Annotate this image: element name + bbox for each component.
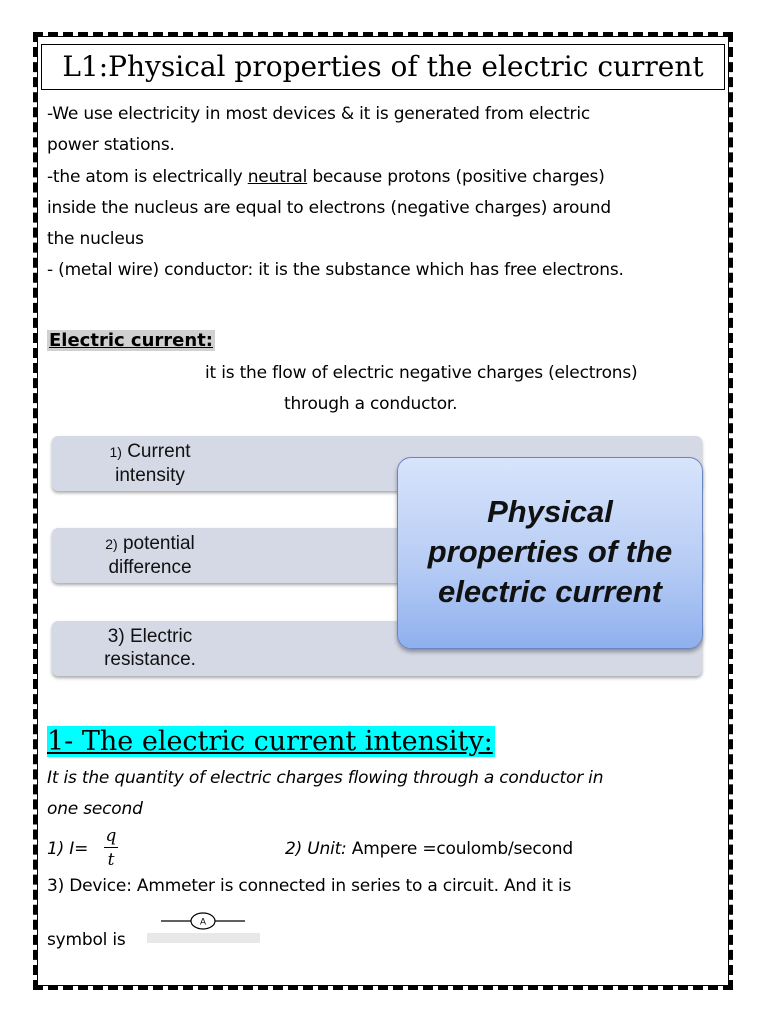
ammeter-shadow <box>147 933 260 943</box>
property-num-3: 3) <box>107 626 125 647</box>
intro-line-3-a: -the atom is electrically <box>47 167 248 187</box>
intro-line-3 <box>47 167 605 187</box>
property-text-2b: difference <box>108 557 192 578</box>
property-text-3a: Electric <box>129 626 193 647</box>
device-line: 3) Device: Ammeter is connected in series to a circuit. And it is <box>47 876 572 896</box>
intro-line-3-b: because protons (positive charges) <box>307 167 605 187</box>
electric-current-heading: Electric current: <box>49 330 213 351</box>
intro-line-4: inside the nucleus are equal to electrons (negative charges) around <box>47 198 611 218</box>
electric-current-definition-1: it is the flow of electric negative charges (electrons) <box>205 363 638 383</box>
center-line-2: properties of the <box>427 534 673 569</box>
fraction-bar <box>104 847 118 848</box>
formula-numerator: q <box>105 826 117 846</box>
electric-current-definition-2: through a conductor. <box>284 394 458 414</box>
intro-line-2: power stations. <box>47 135 175 155</box>
property-text-1a: Current <box>127 441 191 462</box>
property-text-1b: intensity <box>115 465 185 486</box>
formula-fraction <box>104 825 118 871</box>
intro-line-6: - (metal wire) conductor: it is the substance which has free electrons. <box>47 260 624 280</box>
ammeter-symbol <box>147 905 260 943</box>
intensity-definition-2: one second <box>47 799 143 819</box>
center-box-text <box>398 492 702 612</box>
formula-denominator: t <box>107 850 115 870</box>
property-text-2a: potential <box>122 533 195 554</box>
symbol-label: symbol is <box>47 930 126 950</box>
property-label-2 <box>90 532 210 579</box>
intro-line-1: -We use electricity in most devices & it is generated from electric <box>47 104 590 124</box>
property-num-1: 1) <box>109 444 122 460</box>
property-label-3 <box>90 625 210 671</box>
intensity-definition-1: It is the quantity of electric charges flowing through a conductor in <box>47 768 604 788</box>
ammeter-letter: A <box>199 916 207 927</box>
page-title: L1:Physical properties of the electric current <box>41 44 725 90</box>
center-line-1: Physical <box>487 494 613 529</box>
unit-value: Ampere =coulomb/second <box>346 839 573 859</box>
neutral-word: neutral <box>247 167 308 187</box>
intro-line-5: the nucleus <box>47 229 144 249</box>
formula-prefix: 1) I= <box>47 839 89 859</box>
center-line-3: electric current <box>438 574 662 609</box>
property-text-3b: resistance. <box>104 649 196 670</box>
unit-label: 2) Unit: <box>285 839 347 859</box>
property-num-2: 2) <box>105 536 118 552</box>
property-label-1 <box>90 440 210 487</box>
unit-line <box>285 839 573 859</box>
center-box <box>397 457 703 649</box>
section-heading-intensity: 1- The electric current intensity: <box>47 726 493 757</box>
